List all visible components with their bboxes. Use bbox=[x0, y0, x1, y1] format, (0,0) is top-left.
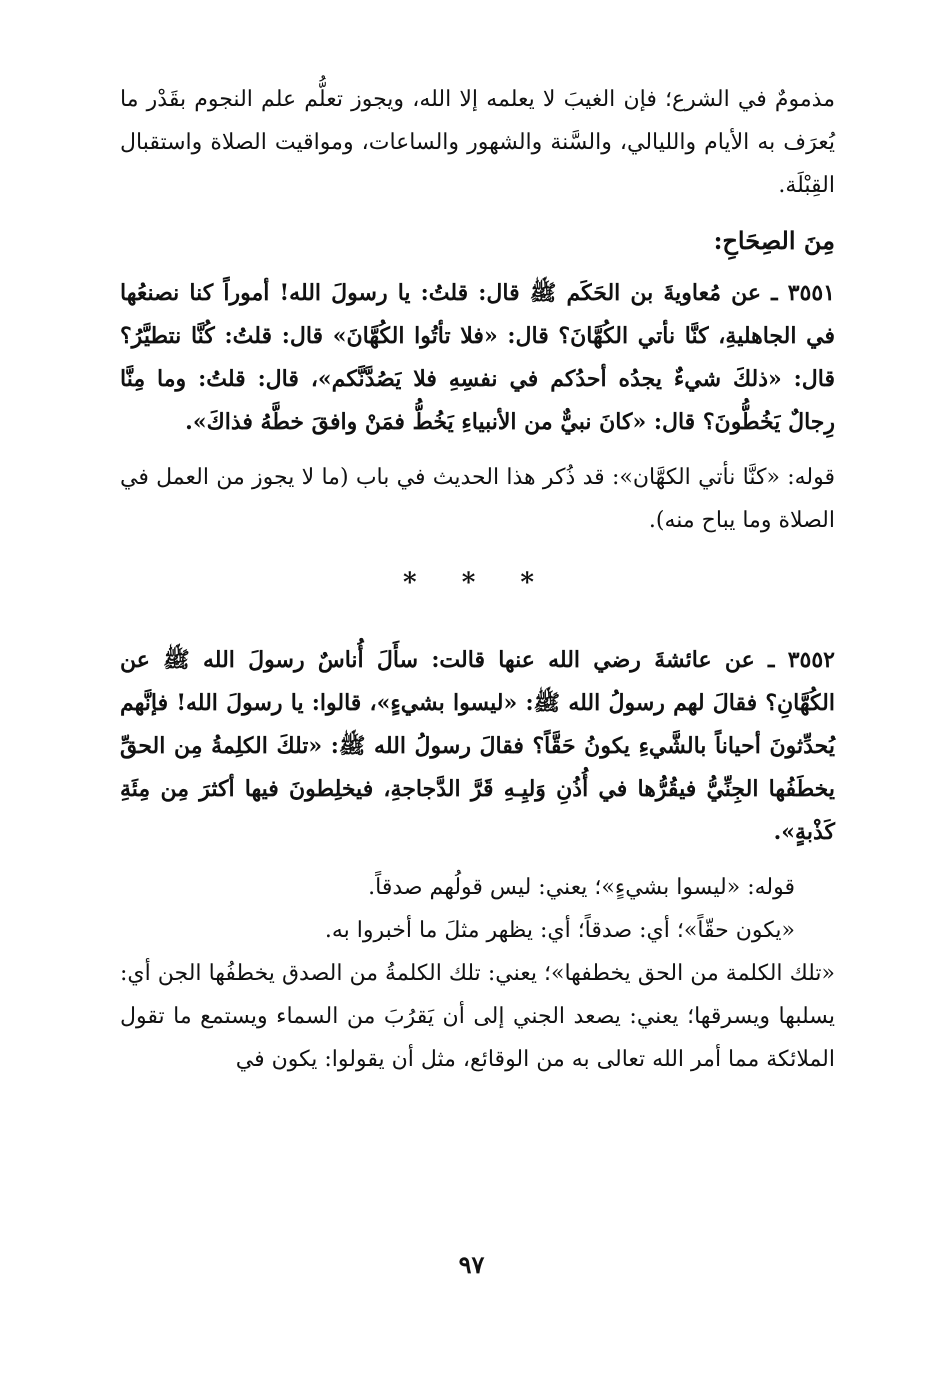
hadith-3551: ٣٥٥١ ـ عن مُعاويةَ بن الحَكَم ﷺ قال: قلتُ: يا رسولَ الله! أموراً كنا نصنعُها في الجاهليةِ، كنَّا نأتي الكُهَّانَ؟ قال: «فلا تأتُوا الكُهَّانَ» قال: قلتُ: كُنَّا نتطيَّرُ؟ قال: «ذلكَ شيءٌ يجدُه أحدُكم في نفسِهِ فلا يَصُدَّنَّكم»، قال: قلتُ: وما مِنَّا رِجالٌ يَخُطُّونَ؟ قال: «كانَ نبيٌّ من الأنبياءِ يَخُطُّ فمَنْ وافقَ خطَّهُ فذاكَ». bbox=[120, 280, 835, 435]
commentary-line-2: «يكون حقّاً»؛ أي: صدقاً؛ أي: يظهر مثلَ ما أخبروا به. bbox=[324, 918, 795, 943]
page-number: ٩٧ bbox=[458, 1250, 485, 1279]
hadith-3552: ٣٥٥٢ ـ عن عائشةَ رضي الله عنها قالت: سأَلَ أُناسٌ رسولَ الله ﷺ عن الكُهَّانِ؟ فقالَ لهم رسولُ الله ﷺ: «ليسوا بشيءٍ»، قالوا: يا رسولَ الله! فإنَّهم يُحدِّثونَ أحياناً بالشَّيءِ يكونُ حَقَّاً؟ فقالَ رسولُ الله ﷺ: «تلكَ الكلِمةُ مِن الحقِّ يخطَفُها الجِنِّيُّ فيقُرُّها في أُذُنِ وَليِـهِ قَرَّ الدَّجاجةِ، فيخلِطونَ فيها أكثرَ مِن مِئَةِ كَذْبةٍ». bbox=[120, 647, 835, 845]
commentary-line-1: قوله: «ليسوا بشيءٍ»؛ يعني: ليس قولُهم صدقاً. bbox=[368, 875, 795, 900]
section-separator: * * * bbox=[403, 568, 552, 598]
section-heading: مِنَ الصِحَاحِ: bbox=[713, 226, 835, 255]
commentary-line-3: «تلك الكلمة من الحق يخطفها»؛ يعني: تلك الكلمةُ من الصدق يخطفُها الجن أي: يسلبها ويسرقها؛ يعني: يصعد الجني إلى أن يَقرُبَ من السماء ويستمع ما تقول الملائكة مما أمر الله تعالى به من الوقائع، مثل أن يقولوا: يكون في bbox=[120, 961, 835, 1072]
commentary-3551: قوله: «كنَّا نأتي الكهَّان»: قد ذُكر هذا الحديث في باب (ما لا يجوز من العمل في الصلاة وما يباح منه). bbox=[120, 465, 835, 533]
paragraph-intro: مذمومٌ في الشرع؛ فإن الغيبَ لا يعلمه إلا الله، ويجوز تعلُّم علم النجوم بقَدْر ما يُعرَف به الأيام والليالي، والسَّنة والشهور والساعات، ومواقيت الصلاة واستقبال القِبْلَة. bbox=[120, 87, 835, 198]
page-body bbox=[120, 78, 835, 1081]
